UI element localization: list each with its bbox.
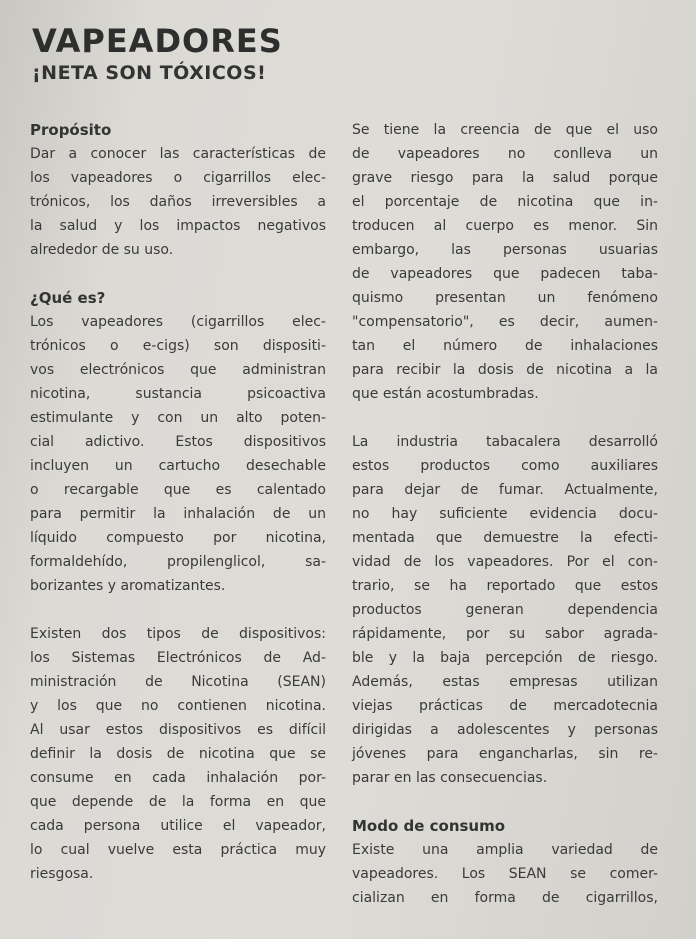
text-line: líquido compuesto por nicotina,	[30, 530, 326, 546]
text-line: o recargable que es calentado	[30, 482, 326, 498]
paragraph	[30, 142, 326, 262]
text-line: "compensatorio", es decir, aumen-	[352, 314, 658, 330]
text-line: productos generan dependencia	[352, 602, 658, 618]
text-line: parar en las consecuencias.	[352, 770, 548, 786]
paragraph	[352, 118, 658, 406]
text-line: nicotina, sustancia psicoactiva	[30, 386, 326, 402]
text-line: la salud y los impactos negativos	[30, 218, 326, 234]
text-line: formaldehído, propilenglicol, sa-	[30, 554, 326, 570]
paragraph-gap	[352, 790, 658, 814]
text-line: quismo presentan un fenómeno	[352, 290, 658, 306]
text-line: mentada que demuestre la efecti-	[352, 530, 658, 546]
paragraph-gap	[30, 598, 326, 622]
text-line: riesgosa.	[30, 866, 94, 882]
text-line: cializan en forma de cigarrillos,	[352, 890, 658, 906]
page-subtitle: ¡NETA SON TÓXICOS!	[32, 62, 267, 84]
text-line: Además, estas empresas utilizan	[352, 674, 658, 690]
text-line: borizantes y aromatizantes.	[30, 578, 226, 594]
text-line: vidad de los vapeadores. Por el con-	[352, 554, 658, 570]
text-line: estimulante y con un alto poten-	[30, 410, 326, 426]
text-line: Al usar estos dispositivos es difícil	[30, 722, 326, 738]
text-line: que están acostumbradas.	[352, 386, 539, 402]
left-column	[30, 118, 326, 886]
text-line: no hay suficiente evidencia docu-	[352, 506, 658, 522]
text-line: Se tiene la creencia de que el uso	[352, 122, 658, 138]
text-line: trónicos, los daños irreversibles a	[30, 194, 326, 210]
text-line: cial adictivo. Estos dispositivos	[30, 434, 326, 450]
text-line: embargo, las personas usuarias	[352, 242, 658, 258]
section-heading: Modo de consumo	[352, 817, 506, 835]
text-line: grave riesgo para la salud porque	[352, 170, 658, 186]
text-line: de vapeadores que padecen taba-	[352, 266, 658, 282]
text-line: trario, se ha reportado que estos	[352, 578, 658, 594]
section-heading: Propósito	[30, 121, 112, 139]
text-line: Existe una amplia variedad de	[352, 842, 658, 858]
text-line: ble y la baja percepción de riesgo.	[352, 650, 658, 666]
text-line: tan el número de inhalaciones	[352, 338, 658, 354]
text-line: troducen al cuerpo es menor. Sin	[352, 218, 658, 234]
text-line: definir la dosis de nicotina que se	[30, 746, 326, 762]
text-line: Dar a conocer las características de	[30, 146, 326, 162]
paragraph	[352, 430, 658, 790]
text-line: jóvenes para engancharlas, sin re-	[352, 746, 658, 762]
text-line: alrededor de su uso.	[30, 242, 174, 258]
text-line: que depende de la forma en que	[30, 794, 326, 810]
text-line: estos productos como auxiliares	[352, 458, 658, 474]
text-line: La industria tabacalera desarrolló	[352, 434, 658, 450]
text-line: consume en cada inhalación por-	[30, 770, 326, 786]
text-line: para recibir la dosis de nicotina a la	[352, 362, 658, 378]
text-line: para dejar de fumar. Actualmente,	[352, 482, 658, 498]
text-line: de vapeadores no conlleva un	[352, 146, 658, 162]
page-title: VAPEADORES	[32, 22, 283, 60]
paragraph-gap	[352, 406, 658, 430]
text-line: cada persona utilice el vapeador,	[30, 818, 326, 834]
paragraph-gap	[30, 262, 326, 286]
text-line: rápidamente, por su sabor agrada-	[352, 626, 658, 642]
text-line: el porcentaje de nicotina que in-	[352, 194, 658, 210]
text-line: los vapeadores o cigarrillos elec-	[30, 170, 326, 186]
paragraph	[30, 310, 326, 598]
text-line: viejas prácticas de mercadotecnia	[352, 698, 658, 714]
text-line: trónicos o e-cigs) son dispositi-	[30, 338, 326, 354]
text-line: lo cual vuelve esta práctica muy	[30, 842, 326, 858]
text-line: para permitir la inhalación de un	[30, 506, 326, 522]
text-line: ministración de Nicotina (SEAN)	[30, 674, 326, 690]
paragraph	[30, 622, 326, 886]
text-line: Los vapeadores (cigarrillos elec-	[30, 314, 326, 330]
text-line: incluyen un cartucho desechable	[30, 458, 326, 474]
text-line: los Sistemas Electrónicos de Ad-	[30, 650, 326, 666]
text-line: y los que no contienen nicotina.	[30, 698, 326, 714]
text-line: Existen dos tipos de dispositivos:	[30, 626, 326, 642]
right-column	[352, 118, 658, 910]
text-line: vapeadores. Los SEAN se comer-	[352, 866, 658, 882]
section-heading: ¿Qué es?	[30, 289, 106, 307]
text-line: dirigidas a adolescentes y personas	[352, 722, 658, 738]
paragraph	[352, 838, 658, 910]
text-line: vos electrónicos que administran	[30, 362, 326, 378]
